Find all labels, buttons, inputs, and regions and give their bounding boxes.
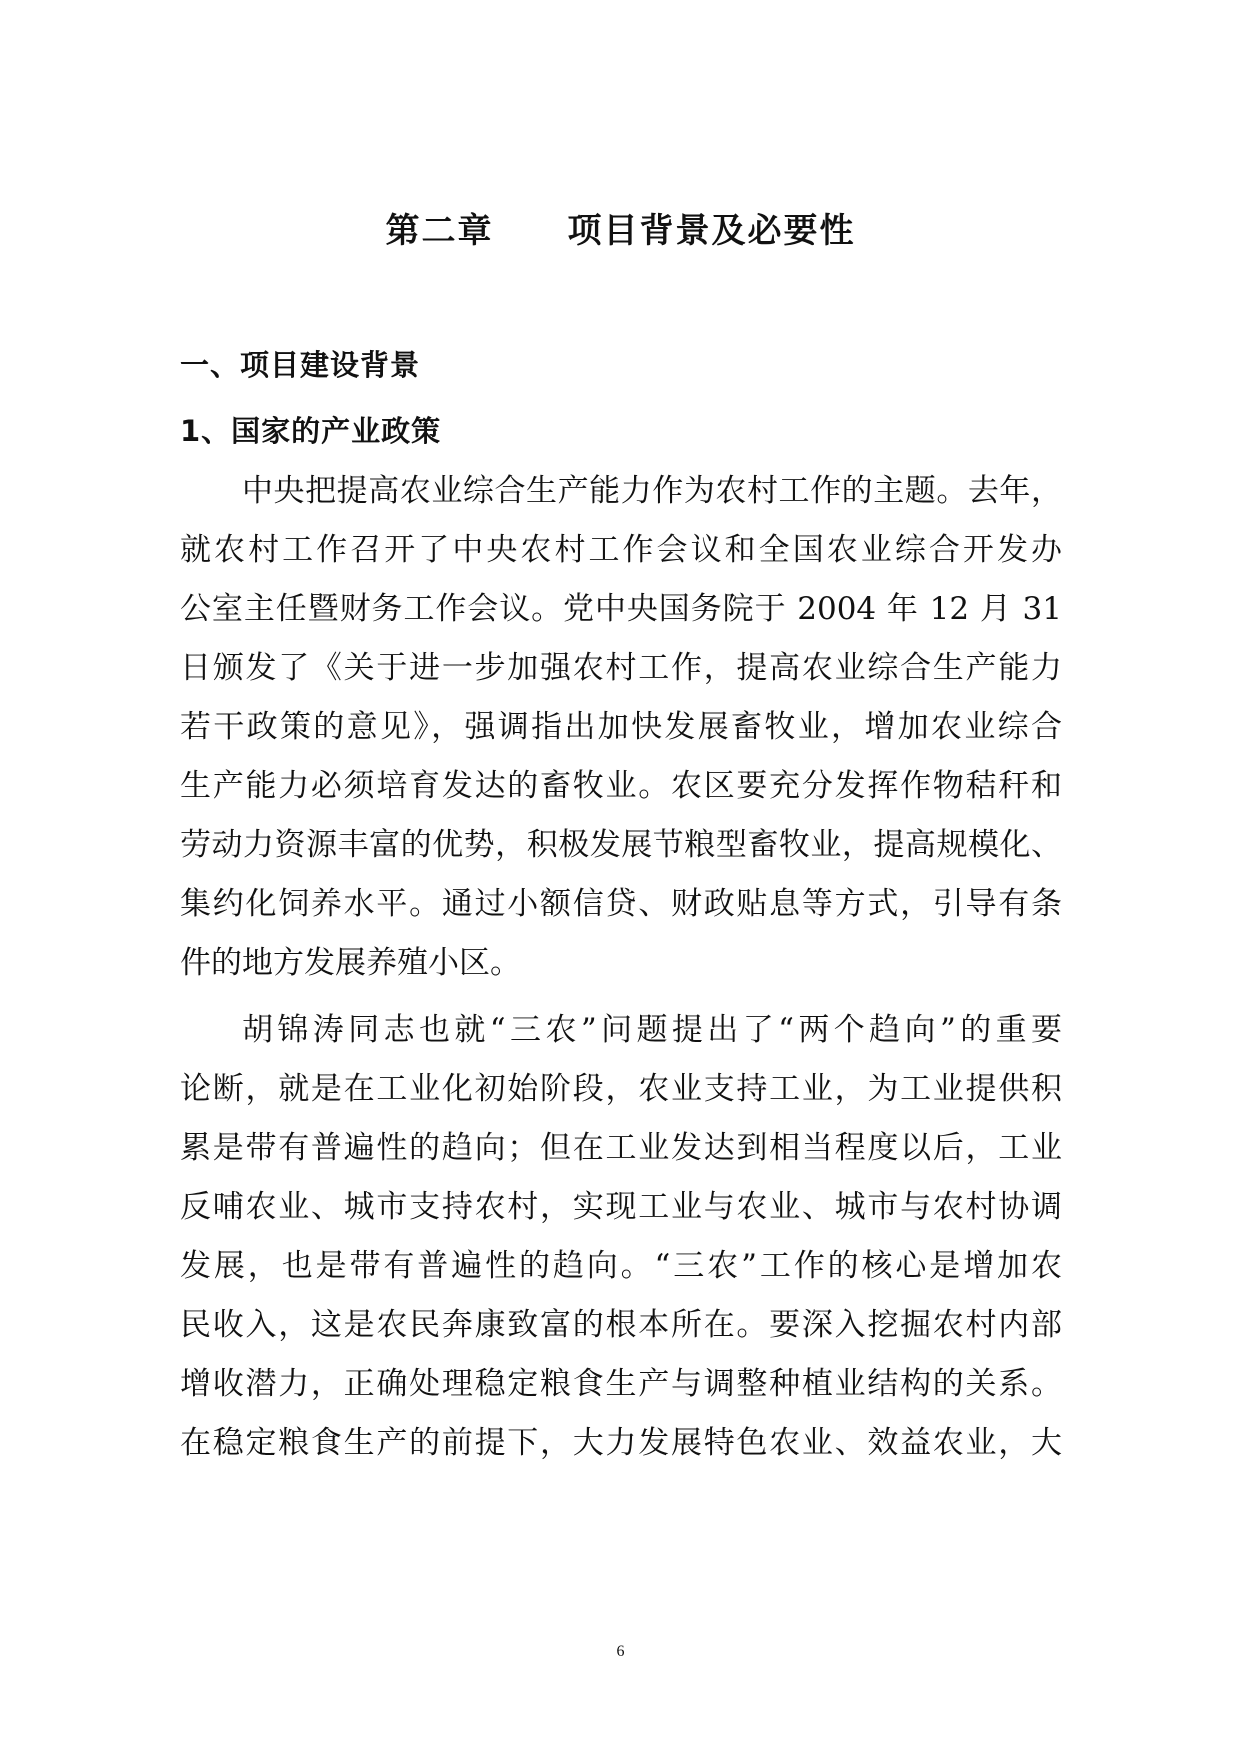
paragraph-line: 反哺农业、城市支持农村，实现工业与农业、城市与农村协调 bbox=[180, 1189, 1062, 1225]
chapter-title bbox=[0, 206, 1241, 256]
paragraph-line: 集约化饲养水平。通过小额信贷、财政贴息等方式，引导有条 bbox=[180, 886, 1062, 922]
paragraph-line: 件的地方发展养殖小区。 bbox=[180, 945, 521, 981]
paragraph-line: 若干政策的意见》，强调指出加快发展畜牧业，增加农业综合 bbox=[180, 709, 1062, 745]
paragraph-line: 公室主任暨财务工作会议。党中央国务院于 2004 年 12 月 31 bbox=[180, 591, 1062, 627]
paragraph-line: 胡锦涛同志也就“三农”问题提出了“两个趋向”的重要 bbox=[242, 1012, 1062, 1048]
paragraph-line: 增收潜力，正确处理稳定粮食生产与调整种植业结构的关系。 bbox=[180, 1366, 1062, 1402]
paragraph-line: 在稳定粮食生产的前提下，大力发展特色农业、效益农业，大 bbox=[180, 1425, 1062, 1461]
page-number: 6 bbox=[616, 1643, 625, 1660]
subsection-heading: 1、国家的产业政策 bbox=[180, 414, 442, 448]
paragraph-line: 中央把提高农业综合生产能力作为农村工作的主题。去年， bbox=[242, 473, 1062, 509]
paragraph-line: 民收入，这是农民奔康致富的根本所在。要深入挖掘农村内部 bbox=[180, 1307, 1062, 1343]
paragraph-line: 日颁发了《关于进一步加强农村工作，提高农业综合生产能力 bbox=[180, 650, 1062, 686]
chapter-name: 项目背景及必要性 bbox=[567, 211, 856, 251]
paragraph-line: 生产能力必须培育发达的畜牧业。农区要充分发挥作物秸秆和 bbox=[180, 768, 1062, 804]
section-heading: 一、项目建设背景 bbox=[180, 348, 421, 382]
paragraph-line: 累是带有普遍性的趋向；但在工业发达到相当程度以后，工业 bbox=[180, 1130, 1062, 1166]
paragraph-line: 就农村工作召开了中央农村工作会议和全国农业综合开发办 bbox=[180, 532, 1062, 568]
paragraph-line: 论断，就是在工业化初始阶段，农业支持工业，为工业提供积 bbox=[180, 1071, 1062, 1107]
chapter-number: 第二章 bbox=[385, 211, 494, 251]
paragraph-line: 劳动力资源丰富的优势，积极发展节粮型畜牧业，提高规模化、 bbox=[180, 827, 1062, 863]
paragraph-line: 发展，也是带有普遍性的趋向。“三农”工作的核心是增加农 bbox=[180, 1248, 1062, 1284]
